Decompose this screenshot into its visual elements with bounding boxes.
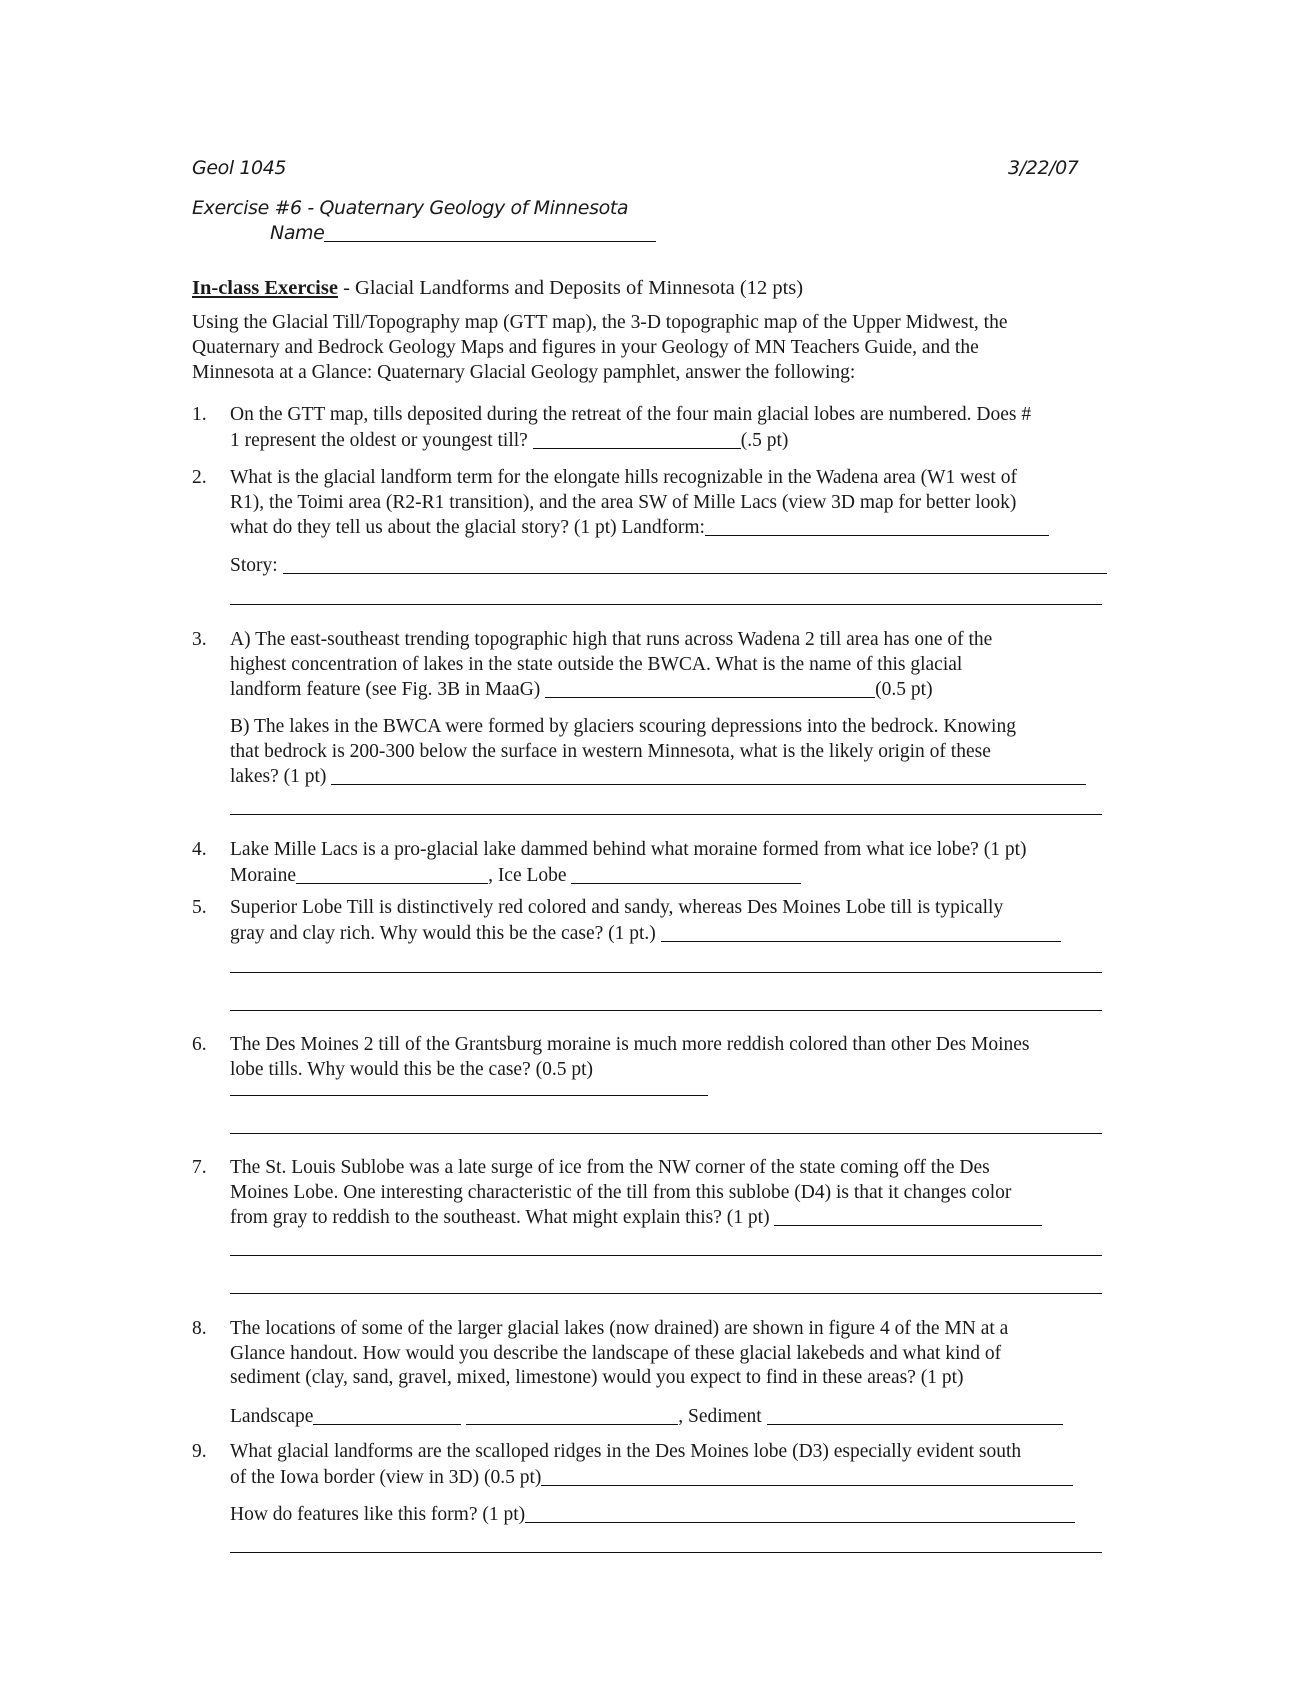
q3a-line-3 <box>230 677 933 702</box>
q3-number: 3. <box>192 629 207 650</box>
q2-story-line-2[interactable] <box>230 604 1102 605</box>
q3a-points: (0.5 pt) <box>875 679 933 700</box>
q4-icelobe-label: , Ice Lobe <box>488 865 572 886</box>
q7-answer-line-3[interactable] <box>230 1293 1102 1294</box>
q2-line-3 <box>230 515 1049 540</box>
q4-number: 4. <box>192 839 207 860</box>
q5-line-2 <box>230 921 1061 946</box>
q9-followup-blank[interactable] <box>525 1502 1075 1523</box>
q7-line-2: Moines Lobe. One interesting characteristic of the till from this sublobe (D4) is that it changes color <box>230 1182 1012 1203</box>
q1-line-1: On the GTT map, tills deposited during the retreat of the four main glacial lobes are numbered. Does # <box>230 404 1032 425</box>
q3b-line-3 <box>230 764 1086 789</box>
q7-answer-blank[interactable] <box>774 1205 1042 1226</box>
q3a-text: landform feature (see Fig. 3B in MaaG) <box>230 679 541 700</box>
q2-landform-blank[interactable] <box>705 515 1049 536</box>
name-blank[interactable] <box>324 221 656 242</box>
q8-landscape-blank-1[interactable] <box>313 1404 461 1425</box>
date: 3/22/07 <box>1008 157 1079 179</box>
q9-followup-text: How do features like this form? (1 pt) <box>230 1504 526 1525</box>
q6-line-1: The Des Moines 2 till of the Grantsburg moraine is much more reddish colored than other Des Moines <box>230 1034 1030 1055</box>
q9-text: of the Iowa border (view in 3D) (0.5 pt) <box>230 1467 542 1488</box>
q5-text: gray and clay rich. Why would this be the case? (1 pt.) <box>230 923 656 944</box>
q7-line-3 <box>230 1205 1042 1230</box>
q2-line-2: R1), the Toimi area (R2-R1 transition), and the area SW of Mille Lacs (view 3D map for better look) <box>230 492 1017 513</box>
q2-line-1: What is the glacial landform term for the elongate hills recognizable in the Wadena area (W1 west of <box>230 467 1017 488</box>
q5-line-1: Superior Lobe Till is distinctively red colored and sandy, whereas Des Moines Lobe till is typically <box>230 897 1004 918</box>
intro-line-2: Quaternary and Bedrock Geology Maps and figures in your Geology of MN Teachers Guide, and the <box>192 337 979 358</box>
q8-line-2: Glance handout. How would you describe the landscape of these glacial lakebeds and what kind of <box>230 1343 1002 1364</box>
q3a-answer-blank[interactable] <box>545 677 875 698</box>
q6-number: 6. <box>192 1034 207 1055</box>
q8-sediment-label: , Sediment <box>678 1406 767 1427</box>
name-field[interactable] <box>270 221 656 245</box>
q3b-text: lakes? (1 pt) <box>230 766 327 787</box>
q8-line-1: The locations of some of the larger glacial lakes (now drained) are shown in figure 4 of the MN at a <box>230 1318 1009 1339</box>
q1-line-2 <box>230 428 788 453</box>
q9-line-2 <box>230 1465 1073 1490</box>
q1-answer-blank[interactable] <box>533 428 741 449</box>
q7-line-1: The St. Louis Sublobe was a late surge of ice from the NW corner of the state coming off the Des <box>230 1157 990 1178</box>
q8-sediment-blank[interactable] <box>767 1404 1063 1425</box>
q5-answer-blank[interactable] <box>661 921 1061 942</box>
q9-answer-blank[interactable] <box>541 1465 1073 1486</box>
q2-story-blank[interactable] <box>283 553 1107 574</box>
course-code: Geol 1045 <box>192 157 287 179</box>
q9-followup <box>230 1502 1075 1527</box>
q3b-answer-line-2[interactable] <box>230 814 1102 815</box>
q2-story <box>230 553 1107 578</box>
q8-number: 8. <box>192 1318 207 1339</box>
q5-number: 5. <box>192 897 207 918</box>
q3b-answer-blank[interactable] <box>331 764 1086 785</box>
q1-text: 1 represent the oldest or youngest till? <box>230 430 528 451</box>
q3b-line-2: that bedrock is 200-300 below the surface in western Minnesota, what is the likely origin of these <box>230 741 991 762</box>
q2-number: 2. <box>192 467 207 488</box>
q8-line-4 <box>230 1404 1063 1429</box>
q3a-line-2: highest concentration of lakes in the state outside the BWCA. What is the name of this glacial <box>230 654 963 675</box>
q4-line-1: Lake Mille Lacs is a pro-glacial lake dammed behind what moraine formed from what ice lobe? (1 pt) <box>230 839 1027 860</box>
q3b-line-1: B) The lakes in the BWCA were formed by glaciers scouring depressions into the bedrock. Knowing <box>230 716 1016 737</box>
q4-line-2 <box>230 863 801 888</box>
q4-moraine-label: Moraine <box>230 865 297 886</box>
q9-followup-line-2[interactable] <box>230 1552 1102 1553</box>
exercise-title: Exercise #6 - Quaternary Geology of Minnesota <box>192 197 629 219</box>
q2-text: what do they tell us about the glacial story? (1 pt) Landform: <box>230 517 705 538</box>
section-title-bold: In-class Exercise <box>192 277 338 299</box>
q7-text: from gray to reddish to the southeast. What might explain this? (1 pt) <box>230 1207 770 1228</box>
q9-number: 9. <box>192 1441 207 1462</box>
name-label: Name <box>270 222 325 244</box>
q2-story-label: Story: <box>230 555 278 576</box>
q6-answer-line-2[interactable] <box>230 1133 1102 1134</box>
intro-line-3: Minnesota at a Glance: Quaternary Glacial Geology pamphlet, answer the following: <box>192 362 856 383</box>
intro-line-1: Using the Glacial Till/Topography map (GTT map), the 3-D topographic map of the Upper Midwest, the <box>192 312 1008 333</box>
q5-answer-line-2[interactable] <box>230 972 1102 973</box>
q8-line-3: sediment (clay, sand, gravel, mixed, limestone) would you expect to find in these areas? (1 pt) <box>230 1367 964 1388</box>
q1-number: 1. <box>192 404 207 425</box>
q1-points: (.5 pt) <box>740 430 789 451</box>
q5-answer-line-3[interactable] <box>230 1010 1102 1011</box>
q7-number: 7. <box>192 1157 207 1178</box>
q4-icelobe-blank[interactable] <box>571 863 801 884</box>
q6-line-2: lobe tills. Why would this be the case? (0.5 pt) <box>230 1059 594 1080</box>
q6-answer-line-1[interactable] <box>230 1095 708 1096</box>
q9-line-1: What glacial landforms are the scalloped ridges in the Des Moines lobe (D3) especially evident south <box>230 1441 1022 1462</box>
section-title-rest: - Glacial Landforms and Deposits of Minnesota (12 pts) <box>337 277 804 299</box>
section-title <box>192 276 803 300</box>
q4-moraine-blank[interactable] <box>296 863 488 884</box>
q7-answer-line-2[interactable] <box>230 1255 1102 1256</box>
q8-landscape-label: Landscape <box>230 1406 314 1427</box>
q8-landscape-blank-2[interactable] <box>466 1404 678 1425</box>
q3a-line-1: A) The east-southeast trending topographic high that runs across Wadena 2 till area has one of the <box>230 629 993 650</box>
